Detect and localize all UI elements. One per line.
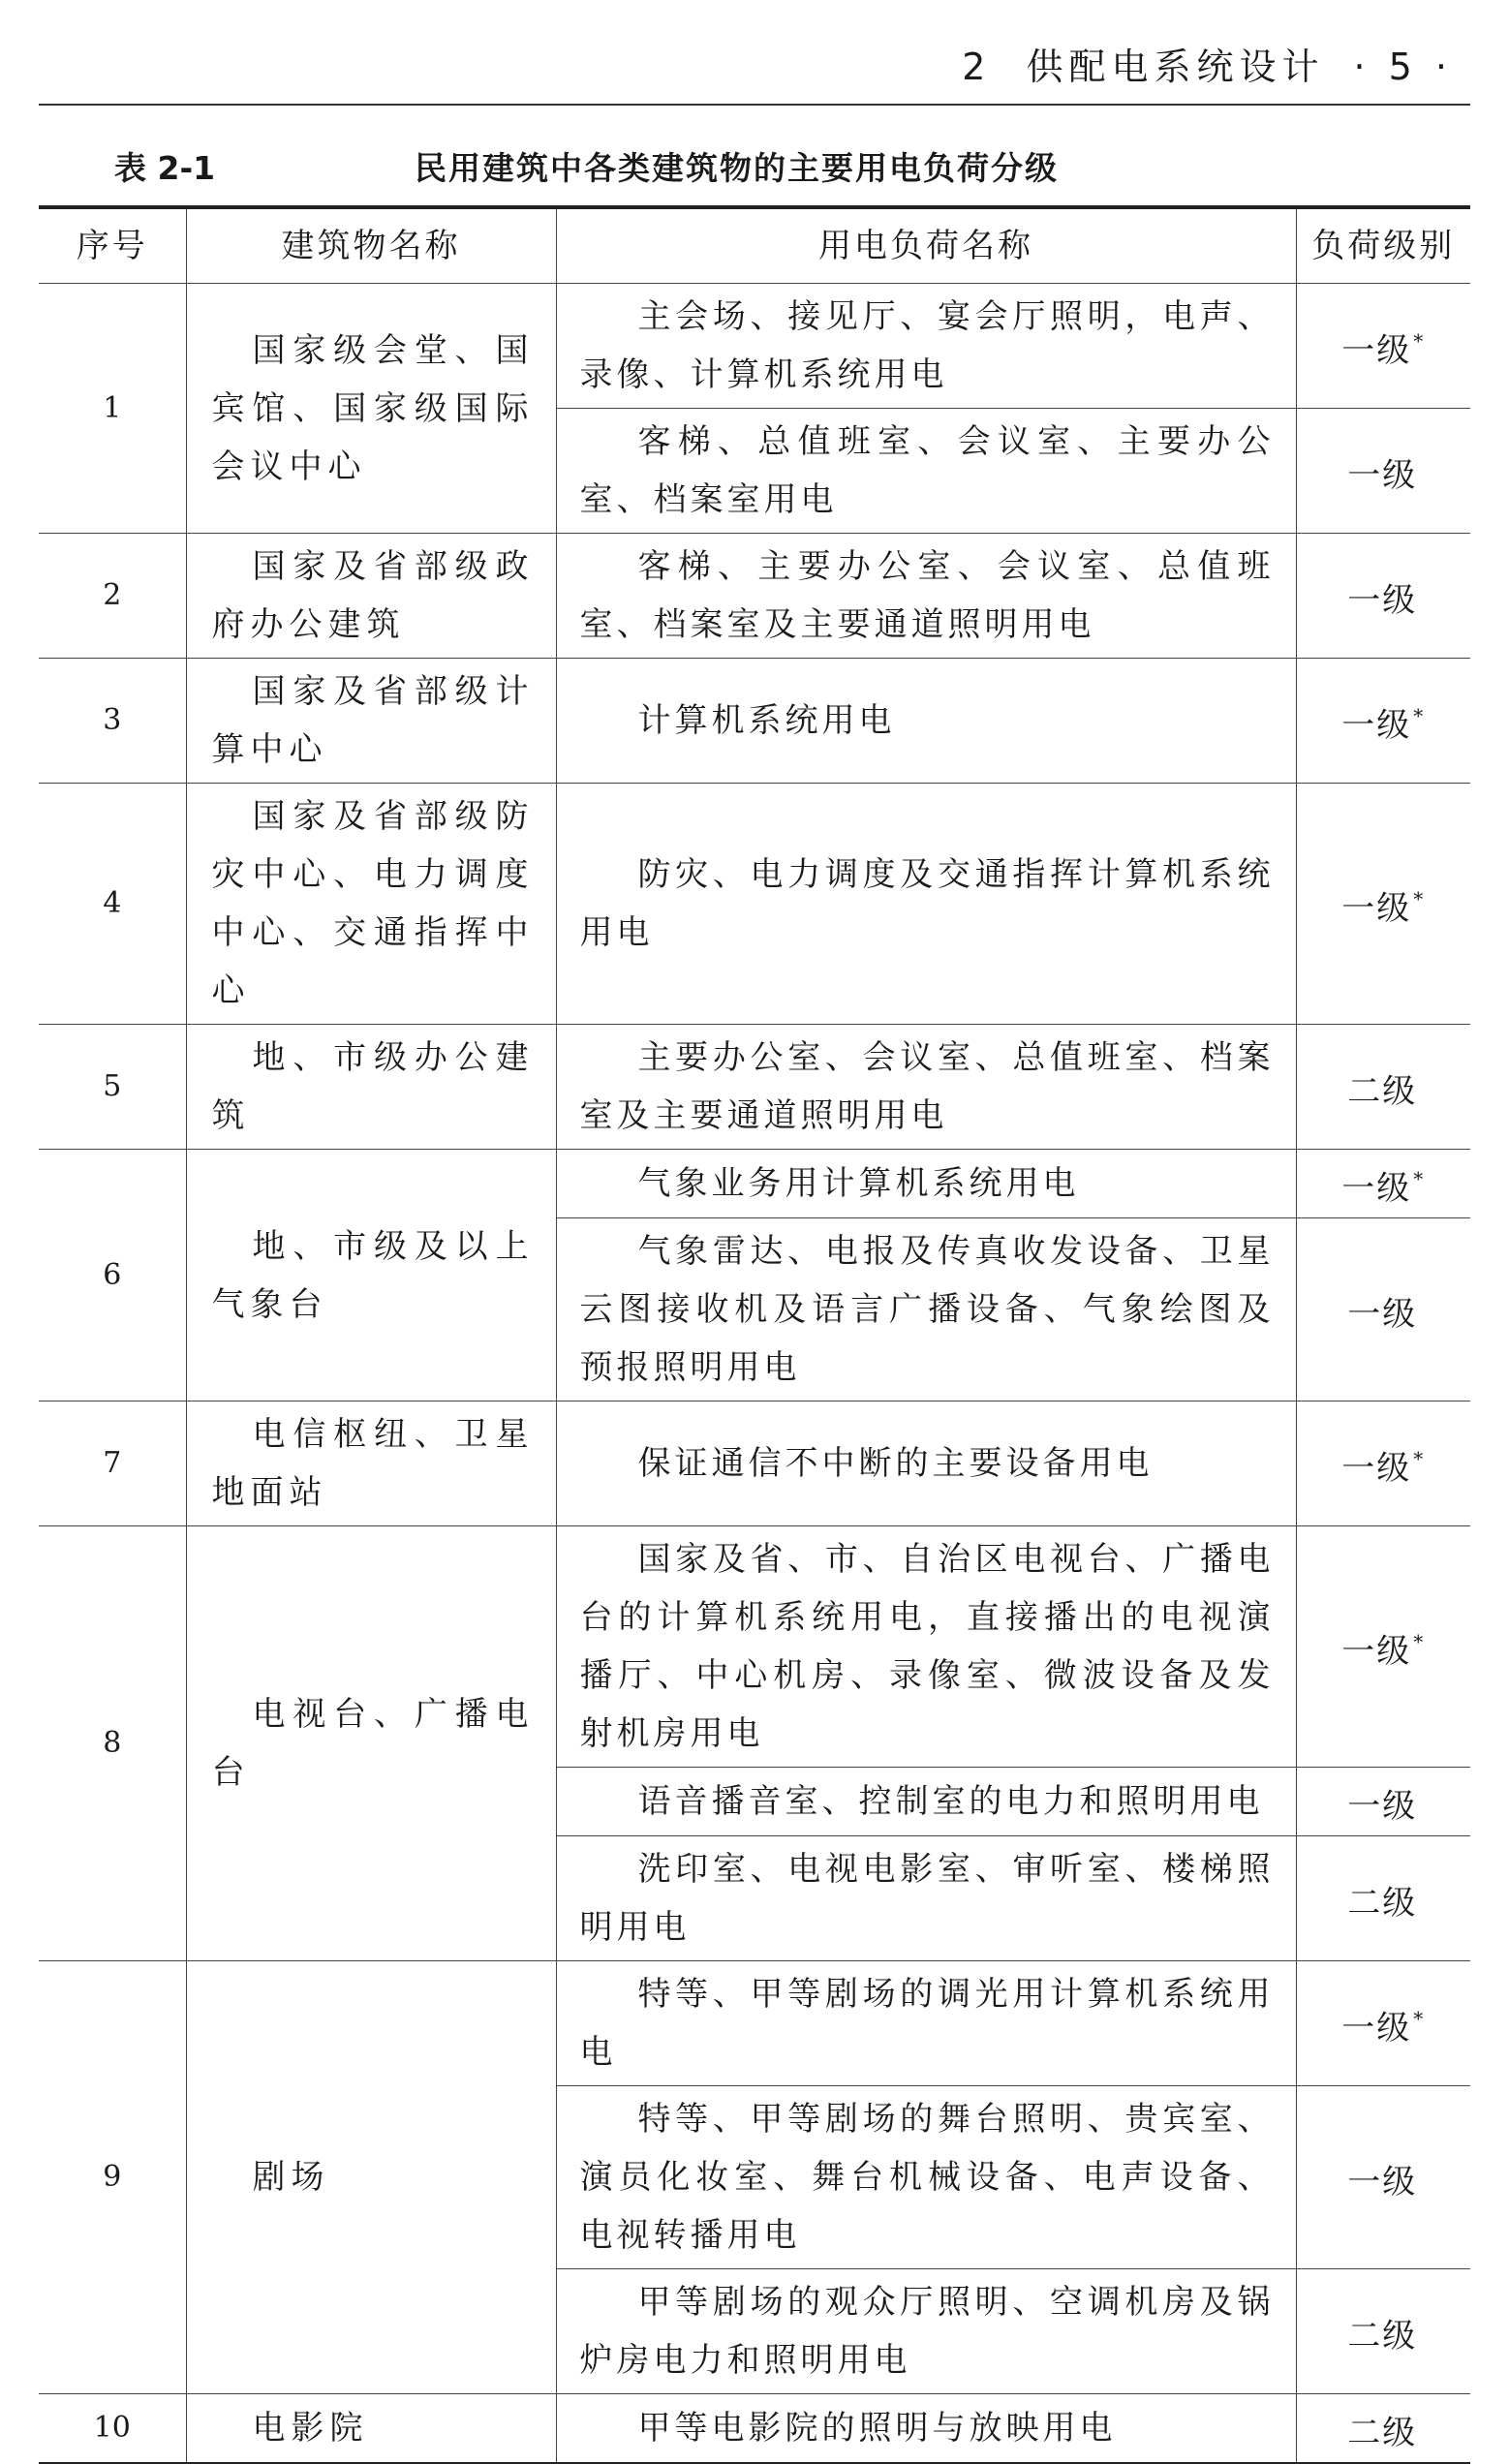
load-grade: 一级: [1347, 456, 1418, 495]
load-name: 特等、甲等剧场的舞台照明、贵宾室、演员化妆室、舞台机械设备、电声设备、电视转播用电: [556, 2086, 1296, 2269]
grade-star: *: [1413, 2007, 1426, 2030]
load-grade-cell: [1296, 409, 1470, 534]
building-name: 国家及省部级防灾中心、电力调度中心、交通指挥中心: [186, 784, 556, 1025]
load-grade-cell: [1296, 1025, 1470, 1150]
grade-star: *: [1413, 704, 1426, 727]
load-name: 计算机系统用电: [556, 659, 1296, 784]
header-building: 建筑物名称: [186, 207, 556, 284]
row-seq: 1: [39, 284, 186, 534]
load-name: 语音播音室、控制室的电力和照明用电: [556, 1768, 1296, 1836]
load-name: 客梯、总值班室、会议室、主要办公室、档案室用电: [556, 409, 1296, 534]
load-name: 气象业务用计算机系统用电: [556, 1150, 1296, 1218]
page-number-value: 5: [1388, 46, 1418, 88]
load-grade-cell: [1296, 1218, 1470, 1401]
table-row: [39, 1401, 1470, 1526]
building-name: 地、市级及以上气象台: [186, 1150, 556, 1401]
load-grade-cell: [1296, 1836, 1470, 1961]
load-name: 防灾、电力调度及交通指挥计算机系统用电: [556, 784, 1296, 1025]
header-rule: [39, 104, 1470, 106]
load-grade: 一级: [1347, 581, 1418, 620]
load-grade-cell: [1296, 2086, 1470, 2269]
load-name: 保证通信不中断的主要设备用电: [556, 1401, 1296, 1526]
load-grade-cell: [1296, 1961, 1470, 2086]
page-number: · 5 ·: [1353, 46, 1453, 88]
building-name: 国家级会堂、国宾馆、国家级国际会议中心: [186, 284, 556, 534]
row-seq: 9: [39, 1961, 186, 2394]
chapter-number: 2: [962, 46, 992, 88]
grade-star: *: [1413, 887, 1426, 910]
header-grade: 负荷级别: [1296, 207, 1470, 284]
load-name: 气象雷达、电报及传真收发设备、卫星云图接收机及语言广播设备、气象绘图及预报照明用电: [556, 1218, 1296, 1401]
building-name: 地、市级办公建筑: [186, 1025, 556, 1150]
row-seq: 7: [39, 1401, 186, 1526]
building-name: 电视台、广播电台: [186, 1526, 556, 1961]
running-head: [962, 37, 1453, 90]
load-name: 甲等电影院的照明与放映用电: [556, 2394, 1296, 2464]
table-row: [39, 659, 1470, 784]
grade-star: *: [1413, 1447, 1426, 1470]
load-grade: 一级: [1347, 2163, 1418, 2202]
building-name: 国家及省部级计算中心: [186, 659, 556, 784]
load-grade-cell: [1296, 659, 1470, 784]
chapter-title: 供配电系统设计: [1026, 46, 1325, 88]
load-grade: 一级: [1341, 889, 1412, 928]
table-row: [39, 1961, 1470, 2086]
load-grade-cell: [1296, 2269, 1470, 2394]
table-row: [39, 2394, 1470, 2464]
grade-star: *: [1413, 1167, 1426, 1190]
building-name: 电影院: [186, 2394, 556, 2464]
load-grade: 一级: [1341, 1449, 1412, 1488]
building-name: 电信枢纽、卫星地面站: [186, 1401, 556, 1526]
row-seq: 4: [39, 784, 186, 1025]
load-grade: 二级: [1347, 1884, 1418, 1923]
header-seq: 序号: [39, 207, 186, 284]
load-grade: 二级: [1347, 2317, 1418, 2356]
load-name: 客梯、主要办公室、会议室、总值班室、档案室及主要通道照明用电: [556, 534, 1296, 659]
table-row: [39, 1526, 1470, 1768]
load-name: 主要办公室、会议室、总值班室、档案室及主要通道照明用电: [556, 1025, 1296, 1150]
row-seq: 6: [39, 1150, 186, 1401]
load-grade: 一级: [1347, 1295, 1418, 1334]
table-number: 表 2-1: [114, 149, 216, 187]
table-row: [39, 1025, 1470, 1150]
load-grade: 二级: [1347, 1072, 1418, 1111]
load-grade: 一级: [1347, 1787, 1418, 1826]
load-grade-cell: [1296, 284, 1470, 409]
grade-star: *: [1413, 329, 1426, 353]
load-grade-cell: [1296, 1150, 1470, 1218]
load-grade: 一级: [1341, 2009, 1412, 2048]
building-name: 剧场: [186, 1961, 556, 2394]
load-name: 主会场、接见厅、宴会厅照明，电声、录像、计算机系统用电: [556, 284, 1296, 409]
load-grade: 一级: [1341, 1632, 1412, 1671]
row-seq: 10: [39, 2394, 186, 2464]
header-load: 用电负荷名称: [556, 207, 1296, 284]
row-seq: 8: [39, 1526, 186, 1961]
load-grade-cell: [1296, 1401, 1470, 1526]
row-seq: 2: [39, 534, 186, 659]
table-row: [39, 784, 1470, 1025]
load-name: 洗印室、电视电影室、审听室、楼梯照明用电: [556, 1836, 1296, 1961]
load-classification-table: [39, 205, 1470, 2464]
load-grade: 二级: [1347, 2414, 1418, 2452]
table-header-row: [39, 207, 1470, 284]
load-name: 特等、甲等剧场的调光用计算机系统用电: [556, 1961, 1296, 2086]
table-row: [39, 284, 1470, 409]
load-grade-cell: [1296, 2394, 1470, 2464]
load-name: 国家及省、市、自治区电视台、广播电台的计算机系统用电，直接播出的电视演播厅、中心机房、录像室、微波设备及发射机房用电: [556, 1526, 1296, 1768]
row-seq: 5: [39, 1025, 186, 1150]
table-body: [39, 284, 1470, 2464]
table-row: [39, 534, 1470, 659]
load-grade: 一级: [1341, 331, 1412, 370]
row-seq: 3: [39, 659, 186, 784]
load-grade: 一级: [1341, 706, 1412, 745]
building-name: 国家及省部级政府办公建筑: [186, 534, 556, 659]
load-grade-cell: [1296, 1768, 1470, 1836]
load-grade: 一级: [1341, 1169, 1412, 1208]
grade-star: *: [1413, 1630, 1426, 1653]
load-name: 甲等剧场的观众厅照明、空调机房及锅炉房电力和照明用电: [556, 2269, 1296, 2394]
table-title: 民用建筑中各类建筑物的主要用电负荷分级: [415, 149, 1059, 187]
table-row: [39, 1150, 1470, 1218]
load-grade-cell: [1296, 534, 1470, 659]
load-grade-cell: [1296, 784, 1470, 1025]
load-grade-cell: [1296, 1526, 1470, 1768]
